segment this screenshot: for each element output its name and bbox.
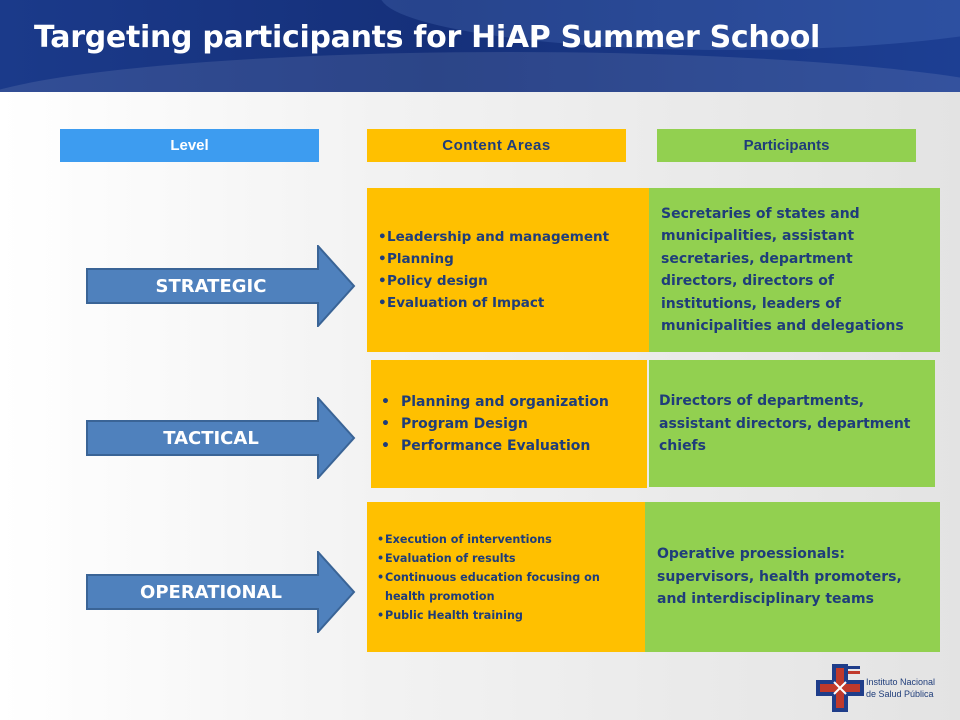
content-item: • Evaluation of results [377, 549, 643, 568]
content-item: • Public Health training [377, 606, 643, 625]
participants-box-operational [645, 502, 940, 652]
title-banner [0, 0, 960, 92]
content-list [377, 530, 643, 625]
participants-box-tactical [649, 360, 935, 487]
content-box-strategic [367, 188, 650, 352]
content-item: • Evaluation of Impact [378, 292, 609, 314]
content-item: • Planning and organization [373, 391, 609, 413]
content-item: • Continuous education focusing on health promotion [377, 568, 643, 606]
content-item: • Execution of interventions [377, 530, 643, 549]
level-label: OPERATIONAL [140, 581, 282, 603]
content-list [378, 226, 609, 314]
participants-box-strategic [649, 188, 940, 352]
institute-logo [812, 662, 868, 714]
content-list [373, 391, 609, 457]
content-box-tactical [371, 360, 647, 488]
slide-title: Targeting participants for HiAP Summer School [34, 20, 821, 55]
participants-text: Operative proessionals: supervisors, health promoters, and interdisciplinary teams [657, 546, 902, 608]
institute-emblem-icon [812, 662, 868, 714]
participants-column-header: Participants [657, 129, 916, 162]
institute-name [866, 676, 960, 700]
level-column-header: Level [60, 129, 319, 162]
content-item: • Performance Evaluation [373, 435, 609, 457]
level-label: TACTICAL [163, 427, 259, 449]
institute-name-line-2: de Salud Pública [866, 689, 934, 699]
level-label: STRATEGIC [155, 275, 267, 297]
content-box-operational [367, 502, 649, 652]
institute-name-line-1: Instituto Nacional [866, 677, 936, 687]
banner-swoosh [0, 52, 960, 92]
level-arrow-strategic [86, 245, 356, 327]
participants-text: Directors of departments, assistant directors, department chiefs [659, 393, 911, 454]
content-item: • Policy design [378, 270, 609, 292]
participants-text: Secretaries of states and municipalities, assistant secretaries, department directors, directors of institutions, leaders of municipalities and delegations [661, 205, 904, 334]
content-item: • Program Design [373, 413, 609, 435]
level-arrow-operational [86, 551, 356, 633]
content-item: • Planning [378, 248, 609, 270]
content-areas-column-header: Content Areas [367, 129, 626, 162]
level-arrow-tactical [86, 397, 356, 479]
content-item: • Leadership and management [378, 226, 609, 248]
